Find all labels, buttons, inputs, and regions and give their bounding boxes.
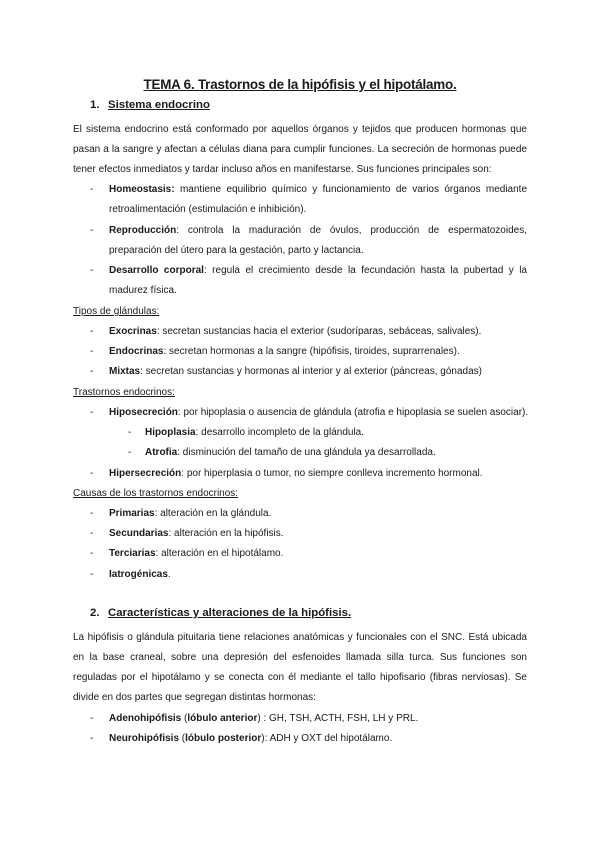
page-title: TEMA 6. Trastornos de la hipófisis y el hipotálamo. [143, 77, 457, 92]
causa-primarias: Primarias: alteración en la glándula. [109, 508, 272, 519]
bullet-dash: - [90, 265, 94, 276]
bullet-dash: - [90, 569, 94, 580]
section-1-heading: 1. Sistema endocrino [90, 99, 210, 111]
bullet-dash: - [90, 326, 94, 337]
bullet-dash: - [90, 733, 94, 744]
section-2-heading: 2. Características y alteraciones de la hipófisis. [90, 607, 352, 619]
bullet-dash: - [128, 427, 132, 438]
causa-terciarias: Terciarias: alteración en el hipotálamo. [109, 548, 284, 559]
bullet-dash: - [128, 447, 132, 458]
tipo-exocrinas: Exocrinas: secretan sustancias hacia el exterior (sudoríparas, sebáceas, salivales). [109, 326, 482, 337]
bullet-dash: - [90, 468, 94, 479]
bullet-dash: - [90, 528, 94, 539]
paragraph-line: El sistema endocrino está conformado por aquellos órganos y tejidos que producen hormonas que [73, 124, 527, 135]
bullet-dash: - [90, 225, 94, 236]
bullet-dash: - [90, 184, 94, 195]
function-desarrollo-cont: madurez física. [109, 285, 177, 296]
trastorno-hipersecrecion: Hipersecreción: por hiperplasia o tumor, no siempre conlleva incremento hormonal. [109, 468, 483, 479]
bullet-dash: - [90, 346, 94, 357]
trastornos-heading: Trastornos endocrinos: [73, 387, 175, 398]
paragraph-line: tener efectos inmediatos y tardar incluso años en manifestarse. Sus funciones principales son: [73, 164, 492, 175]
tipos-heading: Tipos de glándulas: [73, 306, 160, 317]
paragraph-line: en la base craneal, sobre una depresión del esfenoides llamada silla turca. Sus funciones son [73, 652, 527, 663]
parte-adenohipofisis: Adenohipófisis (lóbulo anterior) : GH, TSH, ACTH, FSH, LH y PRL. [109, 713, 419, 724]
trastorno-hipoplasia: Hipoplasia: desarrollo incompleto de la glándula. [145, 427, 365, 438]
trastorno-hiposecrecion: Hiposecreción: por hipoplasia o ausencia de glándula (atrofia e hipoplasia se suelen asociar). [109, 407, 529, 418]
tipo-mixtas: Mixtas: secretan sustancias y hormonas al interior y al exterior (páncreas, gónadas) [109, 366, 482, 377]
bullet-dash: - [90, 366, 94, 377]
parte-neurohipofisis: Neurohipófisis (lóbulo posterior): ADH y OXT del hipotálamo. [109, 733, 393, 744]
paragraph-line: divide en dos partes que segregan distintas hormonas: [73, 692, 316, 703]
bullet-dash: - [90, 407, 94, 418]
bullet-dash: - [90, 713, 94, 724]
function-homeostasis: Homeostasis: mantiene equilibrio químico y funcionamiento de varios órganos mediante [109, 184, 527, 195]
function-homeostasis-cont: retroalimentación (estimulación e inhibición). [109, 204, 307, 215]
trastorno-atrofia: Atrofia: disminución del tamaño de una glándula ya desarrollada. [145, 447, 436, 458]
function-desarrollo: Desarrollo corporal: regula el crecimiento desde la fecundación hasta la pubertad y la [109, 265, 527, 276]
causas-heading: Causas de los trastornos endocrinos: [73, 488, 239, 499]
bullet-dash: - [90, 548, 94, 559]
function-reproduccion-cont: preparación del útero para la gestación, parto y lactancia. [109, 245, 364, 256]
paragraph-line: reguladas por el hipotálamo y se conecta con él mediante el tallo hipofisario (fibras nerviosas). Se [73, 672, 527, 683]
paragraph-line: La hipófisis o glándula pituitaria tiene relaciones anatómicas y funcionales con el SNC. Está ubicada [73, 632, 527, 643]
causa-iatrogenicas: Iatrogénicas. [109, 569, 171, 580]
paragraph-line: pasan a la sangre y afectan a células diana para cumplir funciones. La secreción de hormonas puede [73, 144, 527, 155]
bullet-dash: - [90, 508, 94, 519]
function-reproduccion: Reproducción: controla la maduración de óvulos, producción de espermatozoides, [109, 225, 527, 236]
causa-secundarias: Secundarias: alteración en la hipófisis. [109, 528, 284, 539]
tipo-endocrinas: Endocrinas: secretan hormonas a la sangre (hipófisis, tiroides, suprarrenales). [109, 346, 460, 357]
